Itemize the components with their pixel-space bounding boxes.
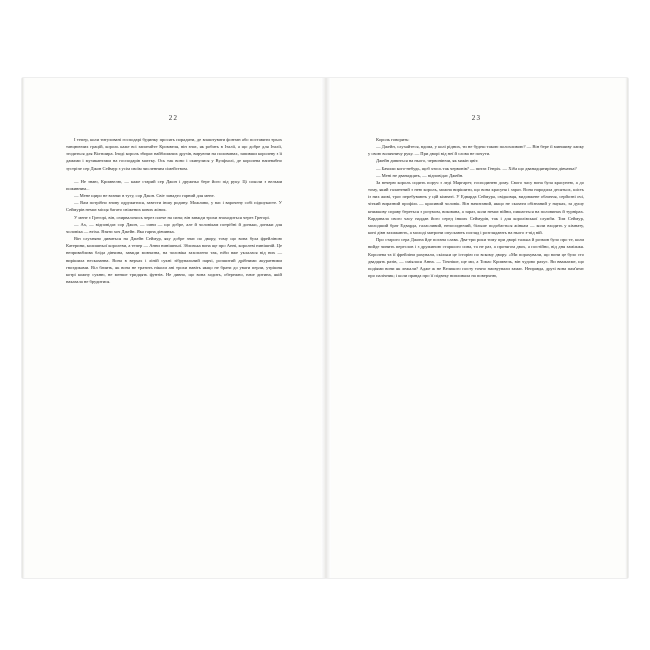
paragraph: І тепер, коли титуловані господарі будинку просять порадити, де влаштувати фонтан або поставити трьох танцюючих грацій, король каже всі запитайте Кромвеля, він знає, як робить в Італії, а що добре для Італії, згодиться для Вілтшира. Іноді король збирає найближчих друзів, вируючи на половинах, запивши королеву з її дамами і музикантами на господарів маєтку. Ось так воно і скинулися у Вулфхолі, де королева напевабно зустріче сер Джон Сеймур з усім своїм численним сімейством.: [66, 137, 282, 171]
left-page-text-column: [66, 136, 282, 285]
paragraph: Джейн дивиться на нього, червоніючи, як макін цвіт.: [376, 158, 479, 164]
right-page-text-column: [368, 136, 584, 279]
paragraph: — Вам потрібно знову одружитися, завести іншу родину. Можливо, у вас і варочену собі підшукаєте. У Сеймурів немає місця багато свіжених кових жінок.: [66, 200, 282, 213]
paragraph: Король говорить:: [376, 137, 410, 142]
page-number-right: 23: [471, 114, 482, 122]
paragraph: — Бачили кого-небудь, щоб хтось так червонів? — питає Генріх. — Хіба що дванадцятирічна дівчатка?: [376, 165, 577, 171]
right-page: [325, 78, 628, 578]
paragraph: За вечерю король сидить поруч з леді Маргарет, господинею дому. Свого часу вона була красунею, а до тому, який галантний з нею король, можна вирішити, що вона красуня і зараз. Вона народила десятьох, шість із них живі, троє перебувають у цій кімнаті. У Едварда Сеймура, свідковця, видовжене обличчя, серйозні очі, чіткий виразний профіль — красивий чоловік. Він начитаний, якщо не сказати обізнаний у науках, за душу книжкову справу береться з розумом, вокована, а зараз, коли немає війни, пишається на половинах й турнірах. Кардинала свого часу наддав його серед інших Сеймурів, так і для королівської служби. Том Сеймур, молодший брат Едварда, галасливий, непосидючий, більше подобається жінкам — коли входить у кімнату, коні дівн захижають, а молоді матрони опускають погляд і розглядають на нього з-під вій.: [368, 179, 584, 236]
paragraph: — Не знаю, Кромвелю, — каже старий сер Джон і дружньо бере його під руку. Ці соколи з вельми поживним...: [66, 178, 282, 191]
paragraph: Він слухняно дивиться на Джейн Сеймур, яку добре знає по двору, тому що вона була фрейліною Катерини, колишньої королеви, а тепер — Анни нинішньої. Зблизька вона ще про Анні, королеві нинішній. Це неприваблива бліда дівчина, завжди мовчазна, на чоловіка захоплено так, ніби вже уклалася від них — вирішила несказанна. Вона в верхах і ліній сукні зібрувальний парчі, розшитий дрібними акуратними гвоздиками. Віл бачить, як вона не тратить ніколи ані трохи навіть якщо не брати до уваги перли, утрішня котрі кожну сукню, не менше тридцять фунтів. Не дивно, що вона ходить, обережно, наче дитина, якій наказала не брудитися.: [66, 236, 282, 284]
paragraph: — Мене щиро не вганяє в тугу, сор Джон. Світ занадто гарний для мене.: [74, 193, 215, 199]
page-number-left: 22: [168, 114, 179, 122]
paragraph: — Ах, — відповідає сор Джон, — сини — що добре, але й чоловікам потрібні й доньки, доньки для чоловіка — втіха. Взяти хоч Джейн. Яка гарна дівчинка.: [66, 221, 282, 234]
left-page: [22, 78, 325, 578]
paragraph: Про старого сера Джона йде погана слава. Два-три роки тому при дворі талька й розмов було про те, коли вийде чинить переслов і з дружиною старшого сина, та не раз, а протягом двох, а постійно, від дня заміжжя. Королева та її фрейліни рахували, скільки це історію по вскому двору. «Ми порахували, що вони це було сто двадцять разів, — сміялася Анна. — Точніше, ще ми, а Томас Кромвель, він чудово рахує. Ви вважаєме, що подіями вони як лежали? Адже ж не Великого посту точно змовуували замає. Неправда, друзі вона пам'ятає про палічник; і коли правда про її підвеку випливала на поверхню,: [368, 237, 584, 278]
paragraph: У мене є Грегорі, він, озирвалочись через плече на сина; він завжди трохи знаходиться через Грегорі.: [74, 214, 270, 220]
book-spread: [22, 78, 628, 578]
paragraph: — Мені не дванадцять, — відповідає Джейн.: [376, 172, 464, 178]
paragraph: — Джейн, слухайтеся, вдома, у колі рідних, ти не будеш такою полохливою? — Він бере її миншиву лапку у свою волячничу руку. — При дворі від неї й слова не почути.: [368, 144, 584, 157]
